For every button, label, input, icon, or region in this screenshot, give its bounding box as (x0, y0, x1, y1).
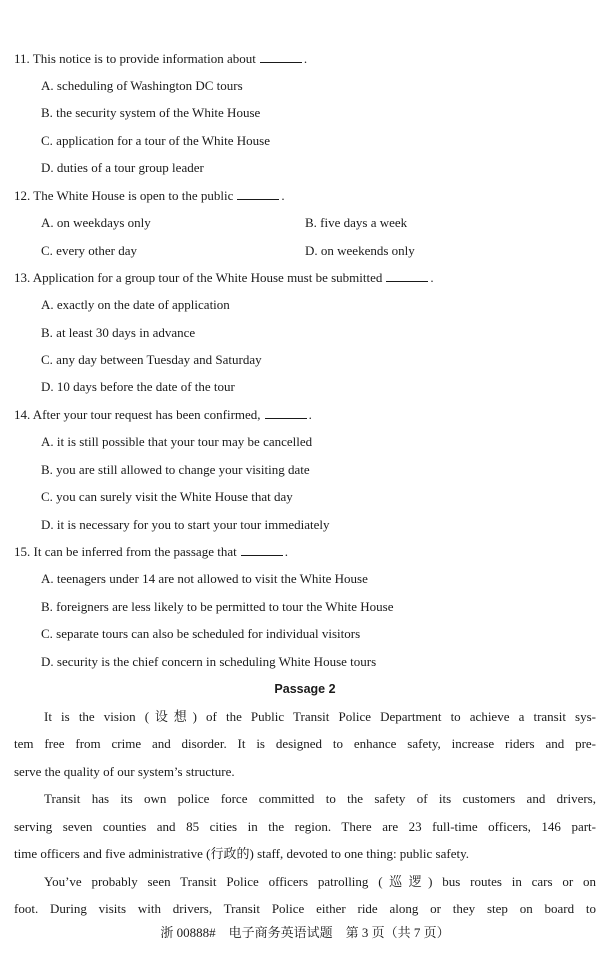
option-12c: C. every other day (41, 243, 138, 258)
passage-line: tem free from crime and disorder. It is designed to enhance safety, increase riders and pre- (14, 736, 596, 751)
passage-line: It is the vision (设想) of the Public Transit Police Department to achieve a transit sys- (44, 709, 596, 724)
option-13d: D. 10 days before the date of the tour (41, 379, 235, 394)
answer-blank (237, 188, 279, 200)
option-12b: B. five days a week (305, 215, 408, 230)
option-15d: D. security is the chief concern in scheduling White House tours (41, 654, 377, 669)
passage-line: Transit has its own police force committed to the safety of its customers and drivers, (44, 791, 596, 806)
option-14d: D. it is necessary for you to start your tour immediately (41, 517, 330, 532)
option-13b: B. at least 30 days in advance (41, 325, 196, 340)
question-13: 13. Application for a group tour of the White House must be submitted . (14, 270, 434, 285)
page-footer: 浙 00888# 电子商务英语试题 第 3 页（共 7 页） (160, 925, 450, 940)
question-11: 11. This notice is to provide information about . (14, 51, 308, 66)
passage-line: foot. During visits with drivers, Transit Police either ride along or they step on board to (14, 901, 596, 916)
question-14: 14. After your tour request has been confirmed, . (14, 407, 312, 422)
option-12a: A. on weekdays only (41, 215, 151, 230)
option-11c: C. application for a tour of the White House (41, 133, 271, 148)
option-15c: C. separate tours can also be scheduled for individual visitors (41, 626, 361, 641)
option-15a: A. teenagers under 14 are not allowed to visit the White House (41, 571, 368, 586)
option-14b: B. you are still allowed to change your visiting date (41, 462, 310, 477)
option-13c: C. any day between Tuesday and Saturday (41, 352, 262, 367)
answer-blank (386, 270, 428, 282)
answer-blank (260, 51, 302, 63)
option-11b: B. the security system of the White House (41, 105, 261, 120)
question-12: 12. The White House is open to the public . (14, 188, 285, 203)
option-12d: D. on weekends only (305, 243, 415, 258)
passage-title: Passage 2 (274, 682, 336, 696)
passage-line: time officers and five administrative (行政的) staff, devoted to one thing: public safety. (14, 846, 470, 861)
option-11a: A. scheduling of Washington DC tours (41, 78, 243, 93)
option-14a: A. it is still possible that your tour may be cancelled (41, 434, 313, 449)
passage-line: serving seven counties and 85 cities in the region. There are 23 full-time officers, 146 part- (14, 819, 596, 834)
passage-line: You’ve probably seen Transit Police officers patrolling (巡逻) bus routes in cars or on (44, 874, 596, 889)
answer-blank (265, 407, 307, 419)
answer-blank (241, 544, 283, 556)
passage-line: serve the quality of our system’s structure. (14, 764, 235, 779)
option-14c: C. you can surely visit the White House that day (41, 489, 293, 504)
option-11d: D. duties of a tour group leader (41, 160, 204, 175)
option-15b: B. foreigners are less likely to be permitted to tour the White House (41, 599, 394, 614)
question-15: 15. It can be inferred from the passage that . (14, 544, 288, 559)
option-13a: A. exactly on the date of application (41, 297, 230, 312)
